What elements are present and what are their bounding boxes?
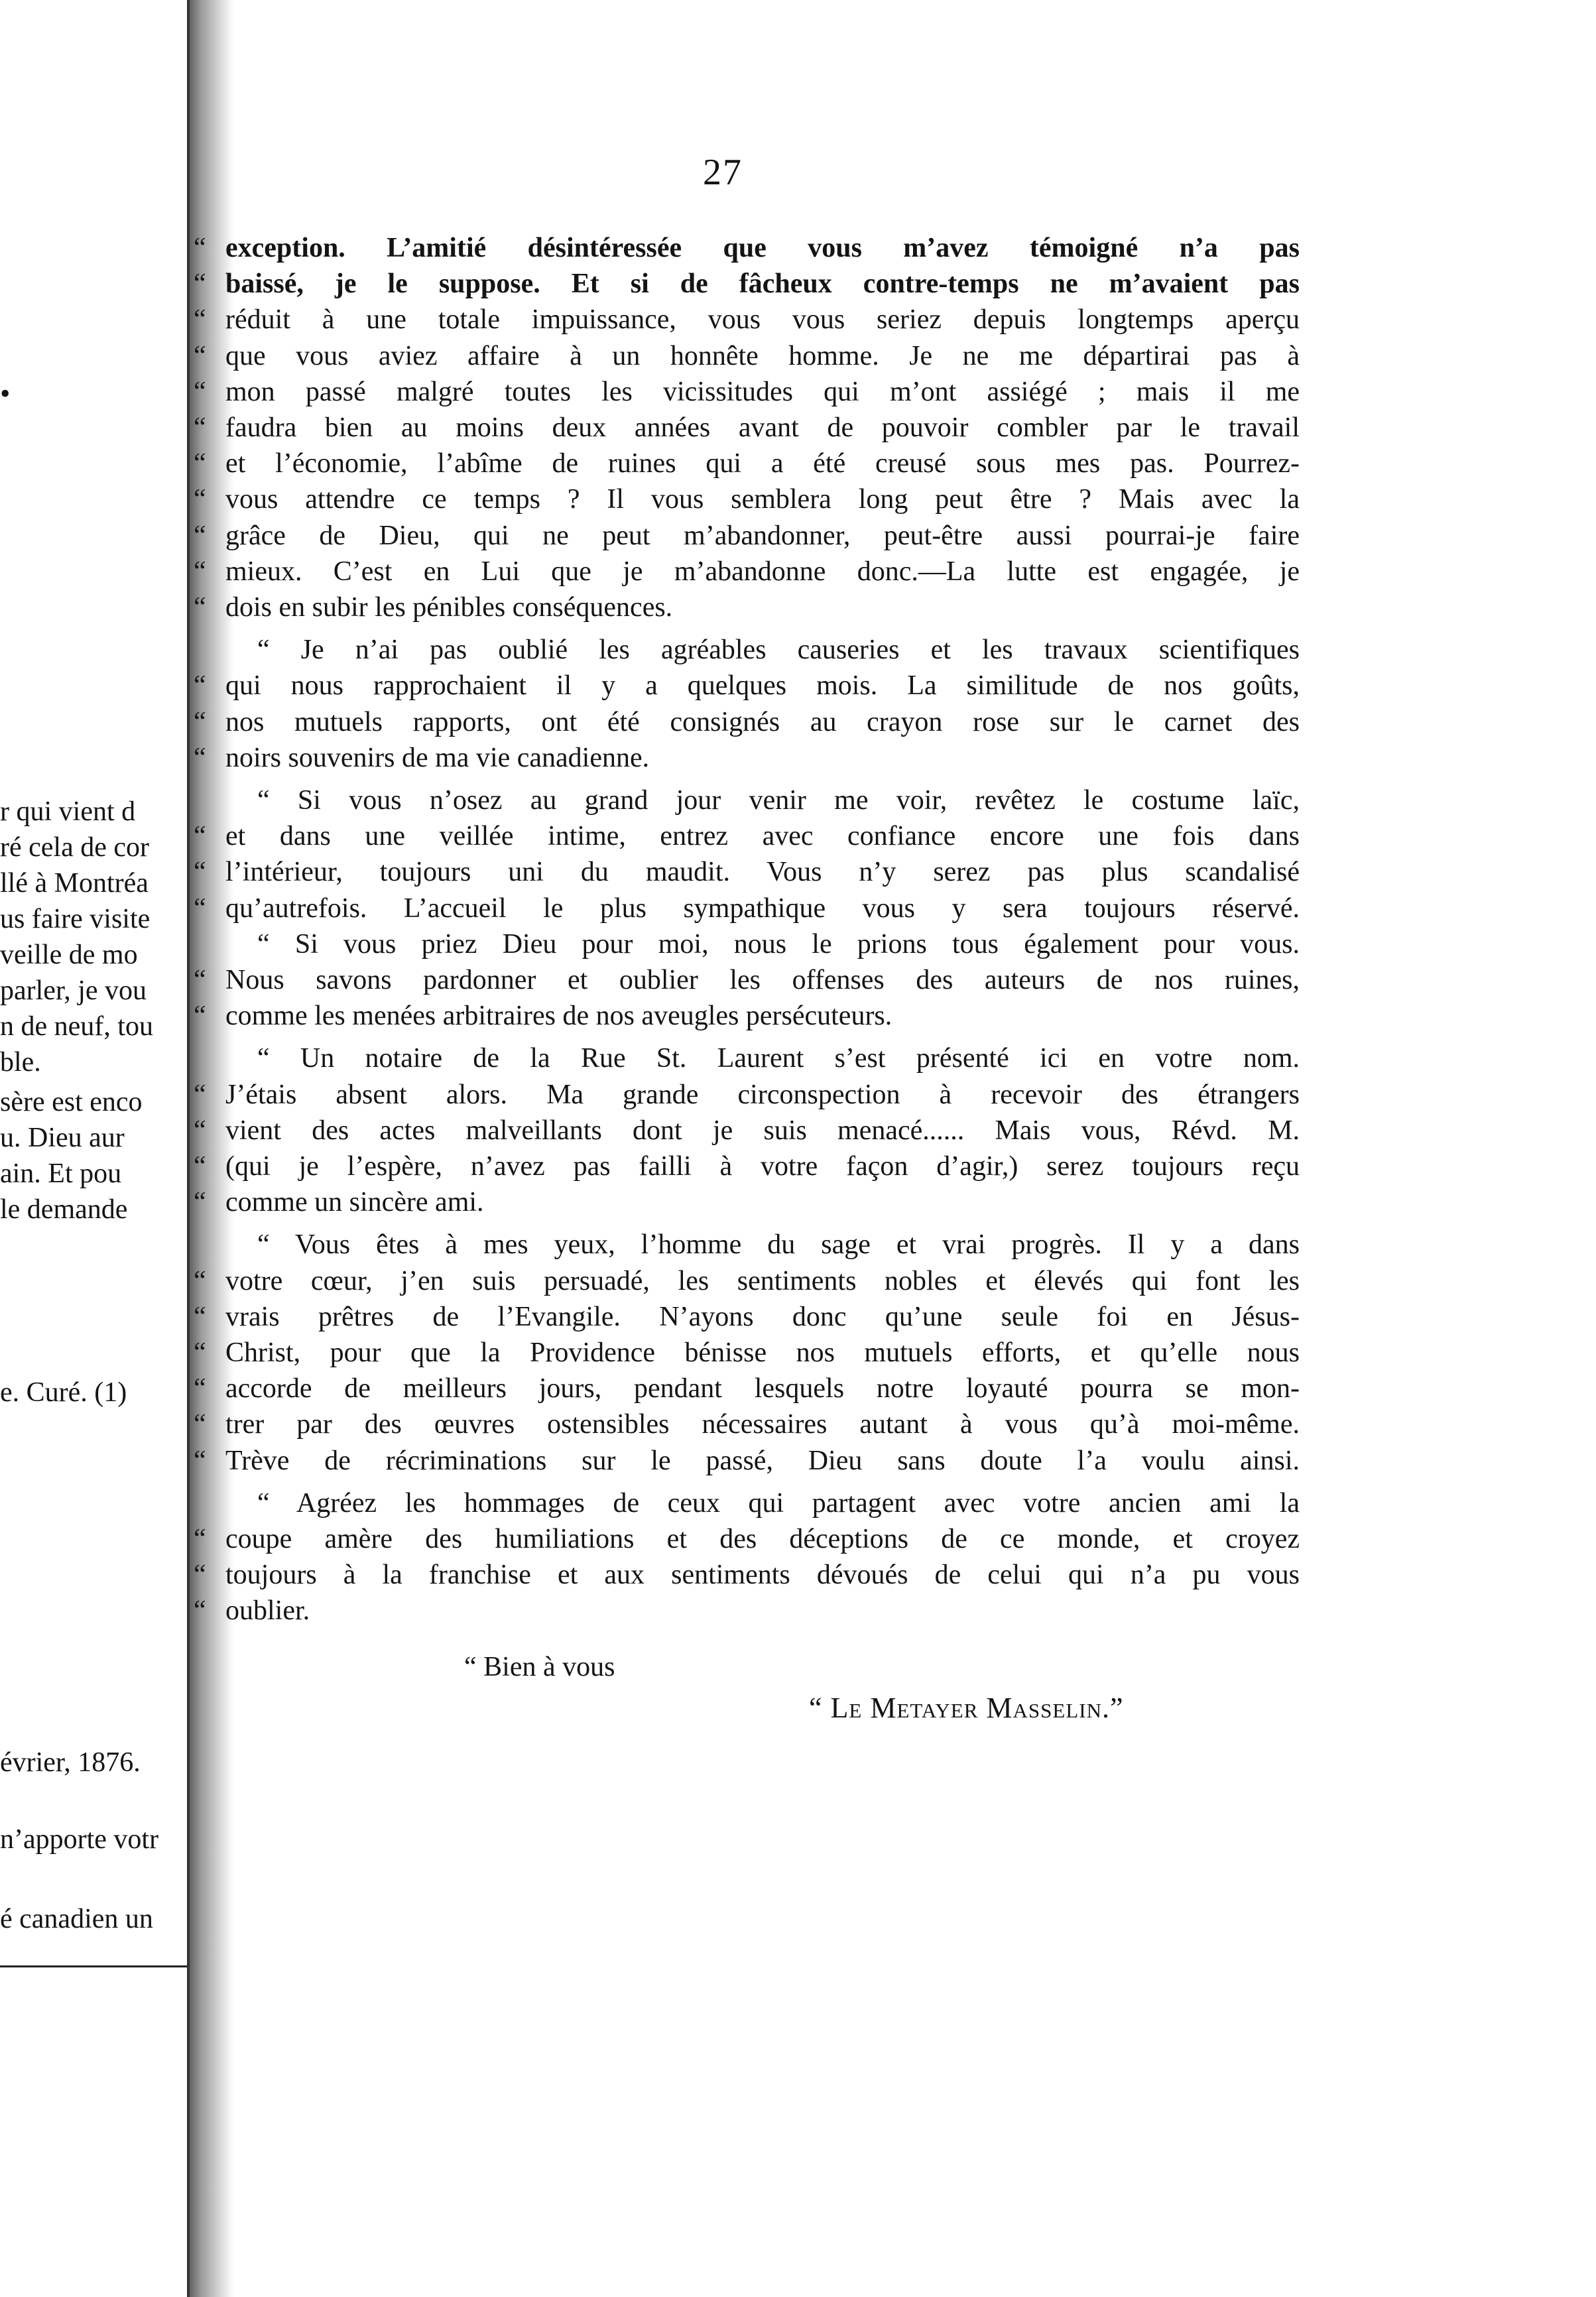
quote-mark: “ bbox=[194, 893, 206, 924]
facing-page-line: e. Curé. (1) bbox=[0, 1377, 127, 1408]
text-line: “ Si vous n’osez au grand jour venir me voir, revêtez le costume laïc, bbox=[257, 785, 1300, 816]
facing-page-line: n de neuf, tou bbox=[0, 1011, 153, 1042]
text-line: Nous savons pardonner et oublier les offenses des auteurs de nos ruines, bbox=[225, 965, 1300, 995]
facing-page-line: sère est enco bbox=[0, 1087, 143, 1117]
quote-mark: “ bbox=[194, 965, 206, 995]
quote-mark: “ bbox=[194, 1151, 206, 1182]
quote-mark: “ bbox=[194, 304, 206, 336]
text-line: comme les menées arbitraires de nos aveugles persécuteurs. bbox=[225, 1001, 892, 1032]
text-line: oublier. bbox=[225, 1595, 310, 1627]
text-line: “ Agréez les hommages de ceux qui partagent avec votre ancien ami la bbox=[257, 1487, 1300, 1519]
text-line: qui nous rapprochaient il y a quelques mois. La similitude de nos goûts, bbox=[225, 670, 1300, 702]
text-line: dois en subir les pénibles conséquences. bbox=[225, 592, 673, 623]
quote-mark: “ bbox=[194, 1301, 206, 1332]
text-line: noirs souvenirs de ma vie canadienne. bbox=[225, 742, 650, 773]
book-gutter-edge bbox=[187, 0, 190, 2297]
page-number: 27 bbox=[703, 152, 743, 193]
quote-mark: “ bbox=[194, 706, 206, 737]
text-line: vient des actes malveillants dont je suis menacé...... Mais vous, Révd. M. bbox=[225, 1115, 1300, 1146]
quote-mark: “ bbox=[194, 742, 206, 773]
quote-mark: “ bbox=[194, 269, 206, 300]
text-line: vous attendre ce temps ? Il vous semblera long peut être ? Mais avec la bbox=[225, 484, 1300, 515]
quote-mark: “ bbox=[194, 1001, 206, 1032]
text-line: exception. L’amitié désintéressée que vous m’avez témoigné n’a pas bbox=[225, 233, 1300, 263]
quote-mark: “ bbox=[194, 1079, 206, 1110]
text-line: baissé, je le suppose. Et si de fâcheux contre-temps ne m’avaient pas bbox=[225, 269, 1300, 300]
facing-page-line: le demande bbox=[0, 1194, 128, 1225]
facing-page-line: llé à Montréa bbox=[0, 868, 149, 899]
text-line: mieux. C’est en Lui que je m’abandonne donc.—La lutte est engagée, je bbox=[225, 556, 1300, 587]
stray-bullet-mark: • bbox=[0, 377, 11, 410]
quote-mark: “ bbox=[194, 1337, 206, 1368]
facing-page-line: ré cela de cor bbox=[0, 832, 149, 863]
text-line: coupe amère des humiliations et des déceptions de ce monde, et croyez bbox=[225, 1524, 1300, 1554]
text-line: accorde de meilleurs jours, pendant lesquels notre loyauté pourra se mon- bbox=[225, 1373, 1300, 1404]
facing-page-line: us faire visite bbox=[0, 904, 151, 934]
letter-signature: “ Le Metayer Masselin.” bbox=[809, 1692, 1124, 1724]
facing-page-line: parler, je vou bbox=[0, 975, 147, 1006]
text-line: toujours à la franchise et aux sentiments dévoués de celui qui n’a pu vous bbox=[225, 1560, 1300, 1591]
quote-mark: “ bbox=[194, 484, 206, 515]
quote-mark: “ bbox=[194, 1187, 206, 1218]
facing-page-line: veille de mo bbox=[0, 940, 138, 970]
letter-closing: “ Bien à vous bbox=[464, 1652, 615, 1682]
quote-mark: “ bbox=[194, 821, 206, 852]
quote-mark: “ bbox=[194, 1373, 206, 1404]
text-line: “ Si vous priez Dieu pour moi, nous le prions tous également pour vous. bbox=[257, 928, 1300, 960]
facing-page-line: é canadien un bbox=[0, 1904, 153, 1934]
quote-mark: “ bbox=[194, 1265, 206, 1296]
text-line: “ Un notaire de la Rue St. Laurent s’est présenté ici en votre nom. bbox=[257, 1043, 1300, 1074]
quote-mark: “ bbox=[194, 1595, 206, 1627]
facing-page-line: évrier, 1876. bbox=[0, 1747, 141, 1778]
facing-page-rule bbox=[0, 1965, 187, 1967]
facing-page-line: u. Dieu aur bbox=[0, 1123, 125, 1153]
text-line: trer par des œuvres ostensibles nécessaires autant à vous qu’à moi-même. bbox=[225, 1409, 1300, 1440]
quote-mark: “ bbox=[194, 412, 206, 443]
quote-mark: “ bbox=[194, 233, 206, 263]
text-line: nos mutuels rapports, ont été consignés au crayon rose sur le carnet des bbox=[225, 706, 1300, 737]
facing-page-line: ain. Et pou bbox=[0, 1158, 122, 1189]
text-line: qu’autrefois. L’accueil le plus sympathique vous y sera toujours réservé. bbox=[225, 893, 1300, 924]
text-line: l’intérieur, toujours uni du maudit. Vous n’y serez pas plus scandalisé bbox=[225, 857, 1300, 888]
text-line: réduit à une totale impuissance, vous vous seriez depuis longtemps aperçu bbox=[225, 304, 1300, 336]
text-line: Trève de récriminations sur le passé, Dieu sans doute l’a voulu ainsi. bbox=[225, 1445, 1300, 1476]
quote-mark: “ bbox=[194, 340, 206, 371]
facing-page-line: ble. bbox=[0, 1047, 41, 1078]
text-line: et dans une veillée intime, entrez avec confiance encore une fois dans bbox=[225, 821, 1300, 852]
facing-page-line: r qui vient d bbox=[0, 796, 136, 827]
quote-mark: “ bbox=[194, 448, 206, 479]
text-line: “ Vous êtes à mes yeux, l’homme du sage et vrai progrès. Il y a dans bbox=[257, 1229, 1300, 1261]
text-line: grâce de Dieu, qui ne peut m’abandonner, peut-être aussi pourrai-je faire bbox=[225, 520, 1300, 551]
quote-mark: “ bbox=[194, 857, 206, 888]
text-line: “ Je n’ai pas oublié les agréables causeries et les travaux scientifiques bbox=[257, 635, 1300, 666]
quote-mark: “ bbox=[194, 1409, 206, 1440]
quote-mark: “ bbox=[194, 1560, 206, 1591]
text-line: votre cœur, j’en suis persuadé, les sentiments nobles et élevés qui font les bbox=[225, 1265, 1300, 1296]
quote-mark: “ bbox=[194, 592, 206, 623]
quote-mark: “ bbox=[194, 520, 206, 551]
text-line: faudra bien au moins deux années avant de pouvoir combler par le travail bbox=[225, 412, 1300, 443]
text-line: Christ, pour que la Providence bénisse nos mutuels efforts, et qu’elle nous bbox=[225, 1337, 1300, 1368]
quote-mark: “ bbox=[194, 1445, 206, 1476]
quote-mark: “ bbox=[194, 376, 206, 407]
text-line: J’étais absent alors. Ma grande circonspection à recevoir des étrangers bbox=[225, 1079, 1300, 1110]
text-line: vrais prêtres de l’Evangile. N’ayons donc qu’une seule foi en Jésus- bbox=[225, 1301, 1300, 1332]
quote-mark: “ bbox=[194, 670, 206, 702]
text-line: et l’économie, l’abîme de ruines qui a été creusé sous mes pas. Pourrez- bbox=[225, 448, 1300, 479]
facing-page-line: n’apporte votr bbox=[0, 1824, 159, 1855]
text-line: mon passé malgré toutes les vicissitudes qui m’ont assiégé ; mais il me bbox=[225, 376, 1300, 407]
text-line: que vous aviez affaire à un honnête homme. Je ne me départirai pas à bbox=[225, 340, 1300, 371]
quote-mark: “ bbox=[194, 1524, 206, 1554]
quote-mark: “ bbox=[194, 556, 206, 587]
text-line: (qui je l’espère, n’avez pas failli à votre façon d’agir,) serez toujours reçu bbox=[225, 1151, 1300, 1182]
text-line: comme un sincère ami. bbox=[225, 1187, 484, 1218]
quote-mark: “ bbox=[194, 1115, 206, 1146]
